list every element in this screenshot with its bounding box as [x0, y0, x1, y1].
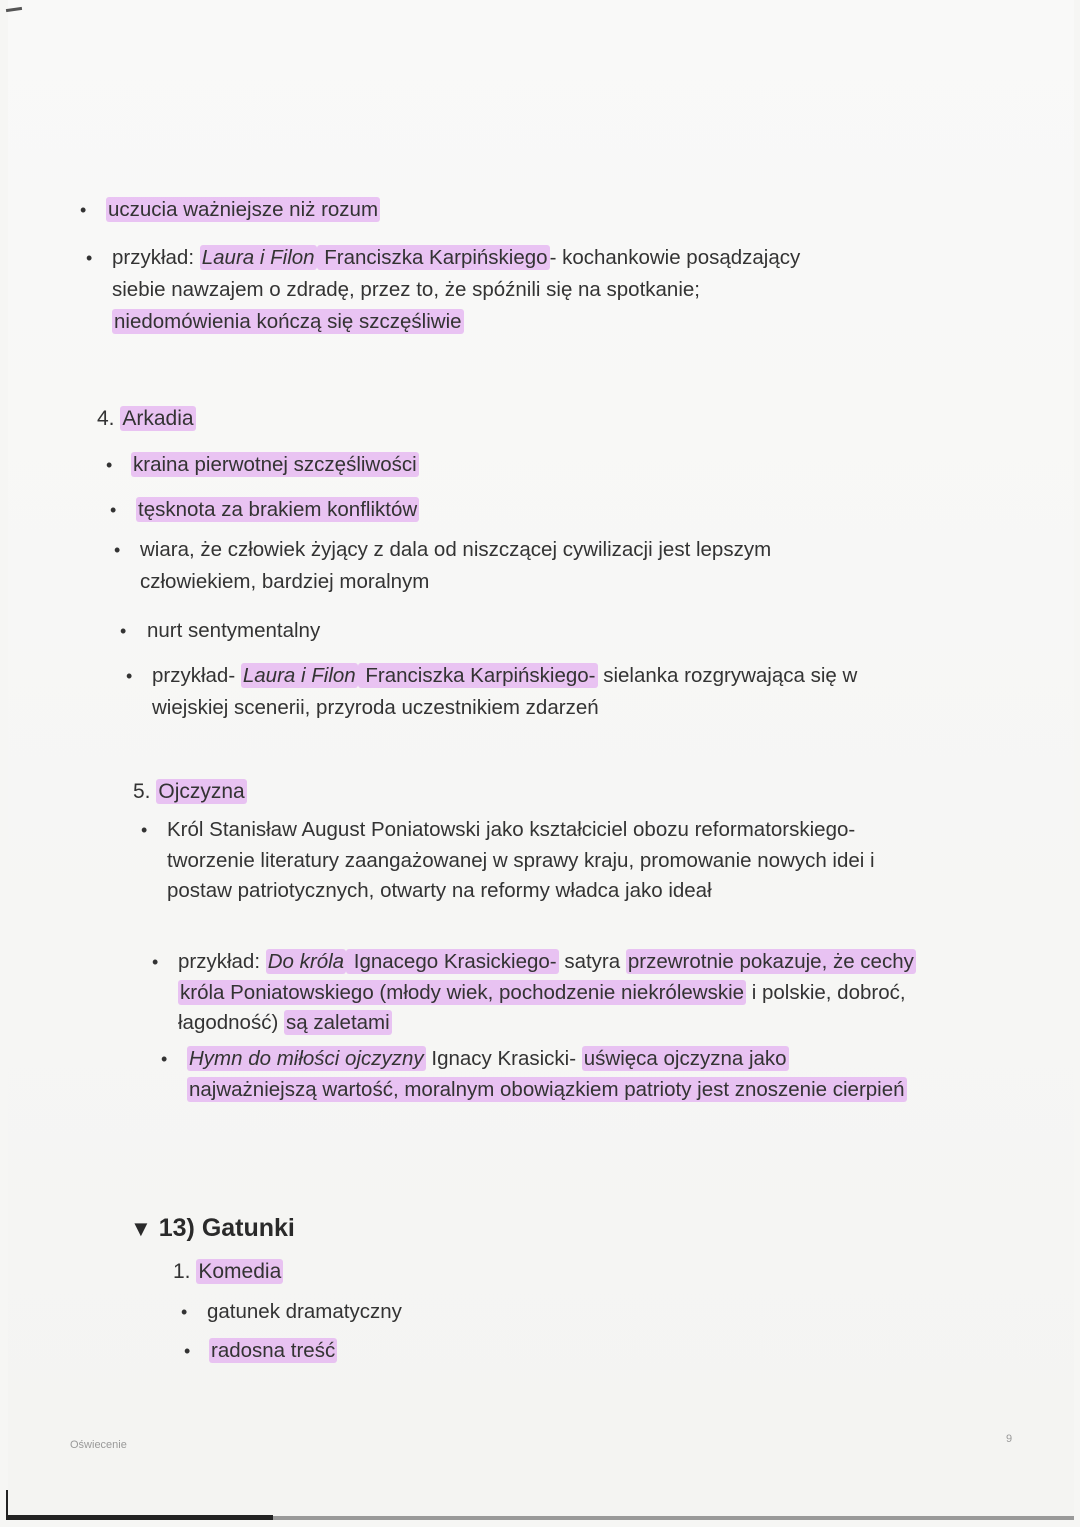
text-segment: przykład:: [178, 950, 266, 973]
section-heading-gatunki[interactable]: [130, 1214, 295, 1243]
subheading-ojczyzna: [133, 777, 247, 807]
highlighted-text: kraina pierwotnej szczęśliwości: [133, 453, 417, 476]
text-segment: i polskie, dobroć, łagodność): [178, 980, 906, 1034]
highlighted-text: Ojczyzna: [158, 780, 245, 803]
collapse-triangle-icon[interactable]: ▼: [130, 1216, 152, 1241]
text-segment: Ignacy Krasicki-: [425, 1047, 582, 1070]
page-number: 9: [1006, 1433, 1013, 1445]
text-segment: Król Stanisław August Poniatowski jako kształciciel obozu reformatorskiego- tworzenie literatury zaangażowanej w sprawy kraju, promowanie nowych idei i postaw patriotycznych, otwarty na reformy władca jako ideał: [167, 818, 875, 902]
text-segment: przykład:: [112, 246, 200, 269]
subheading-arkadia: [97, 404, 196, 434]
highlighted-text: niedomówienia kończą się szczęśliwie: [114, 310, 462, 333]
bullet-icon: •: [161, 1049, 168, 1069]
bullet-icon: •: [181, 1302, 188, 1322]
highlighted-text: Franciszka Karpińskiego-: [359, 664, 596, 687]
document-page: [8, 0, 1074, 1518]
page-edge-shadow: [8, 1515, 273, 1520]
highlighted-text: Komedia: [198, 1260, 282, 1283]
highlighted-text: tęsknota za brakiem konfliktów: [138, 498, 418, 521]
highlighted-text: radosna treść: [211, 1339, 336, 1362]
text-segment: 5.: [133, 780, 157, 803]
bullet-icon: •: [110, 500, 117, 520]
subheading-komedia: [173, 1257, 283, 1287]
bullet-icon: •: [80, 200, 87, 220]
section-title: 13) Gatunki: [158, 1214, 295, 1242]
text-segment: nurt sentymentalny: [147, 619, 321, 642]
text-segment: 1.: [173, 1260, 197, 1283]
highlighted-text: Franciszka Karpińskiego: [318, 246, 548, 269]
bullet-icon: •: [152, 952, 159, 972]
text-segment: sielanka rozgrywająca się w wiejskiej scenerii, przyroda uczestnikiem zdarzeń: [152, 664, 858, 719]
bullet-icon: •: [106, 455, 113, 475]
highlighted-text: Laura i Filon: [242, 664, 356, 687]
highlighted-text: uświęca ojczyzna jako najważniejszą wartość, moralnym obowiązkiem patrioty jest znoszenie cierpień: [189, 1047, 905, 1101]
highlighted-text: Do króla: [267, 950, 345, 973]
page-edge-left: [6, 1490, 8, 1520]
bullet-icon: •: [86, 248, 93, 268]
highlighted-text: Ignacego Krasickiego-: [348, 950, 557, 973]
highlighted-text: Hymn do miłości ojczyzny: [189, 1047, 424, 1070]
bullet-icon: •: [141, 820, 148, 840]
text-segment: satyra: [558, 950, 626, 973]
text-segment: gatunek dramatyczny: [207, 1300, 402, 1323]
highlighted-text: Laura i Filon: [201, 246, 315, 269]
highlighted-text: Arkadia: [122, 407, 194, 430]
highlighted-text: uczucia ważniejsze niż rozum: [108, 198, 379, 221]
bullet-icon: •: [120, 621, 127, 641]
bullet-icon: •: [114, 540, 121, 560]
text-segment: wiara, że człowiek żyjący z dala od niszczącej cywilizacji jest lepszym człowiekiem, bardziej moralnym: [140, 538, 772, 593]
bullet-icon: •: [126, 666, 133, 686]
footer-label: Oświecenie: [70, 1439, 127, 1451]
text-segment: przykład-: [152, 664, 241, 687]
highlighted-text: przewrotnie pokazuje, że cechy króla Poniatowskiego (młody wiek, pochodzenie niekrólewskie: [180, 950, 914, 1004]
text-segment: - kochankowie posądzający siebie nawzajem o zdradę, przez to, że spóźnili się na spotkanie;: [112, 246, 801, 301]
bullet-icon: •: [184, 1341, 191, 1361]
text-segment: 4.: [97, 407, 121, 430]
highlighted-text: są zaletami: [285, 1011, 390, 1034]
